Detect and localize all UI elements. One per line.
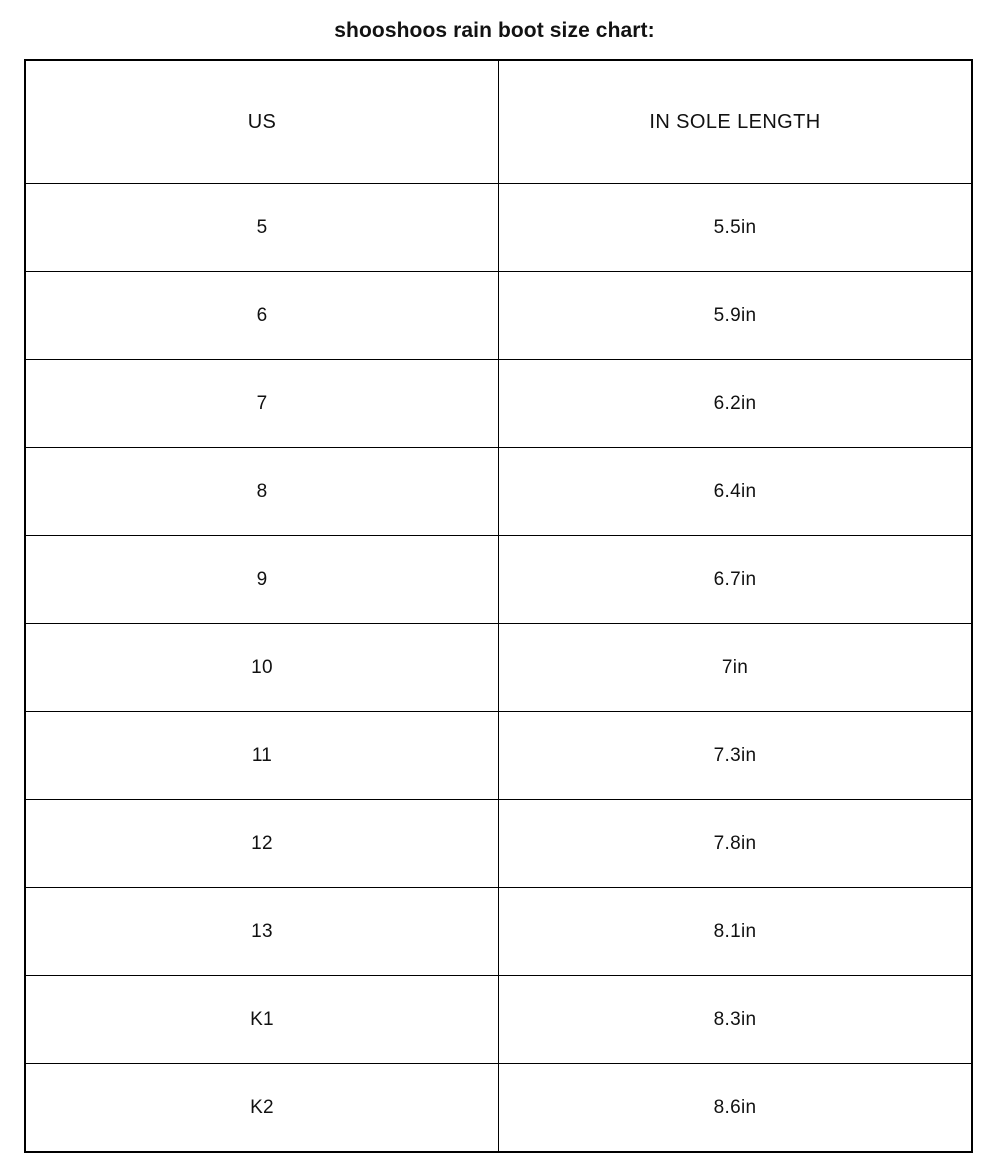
cell-us: 10 <box>25 624 499 712</box>
cell-us: 9 <box>25 536 499 624</box>
table-row <box>25 272 972 360</box>
cell-sole-length: 7.3in <box>499 712 973 800</box>
size-chart-table <box>24 59 973 1153</box>
cell-sole-length: 6.4in <box>499 448 973 536</box>
cell-sole-length: 8.6in <box>499 1064 973 1153</box>
table-header-row <box>25 60 972 184</box>
table-row <box>25 1064 972 1153</box>
cell-us: 7 <box>25 360 499 448</box>
cell-us: 11 <box>25 712 499 800</box>
table-row <box>25 624 972 712</box>
table-row <box>25 360 972 448</box>
table-row <box>25 448 972 536</box>
table-row <box>25 712 972 800</box>
cell-us: K1 <box>25 976 499 1064</box>
table-row <box>25 536 972 624</box>
column-header-us: US <box>25 60 499 184</box>
column-header-sole-length: IN SOLE LENGTH <box>499 60 973 184</box>
cell-sole-length: 6.2in <box>499 360 973 448</box>
table-header <box>25 60 972 184</box>
cell-sole-length: 8.1in <box>499 888 973 976</box>
cell-us: 13 <box>25 888 499 976</box>
cell-sole-length: 8.3in <box>499 976 973 1064</box>
cell-us: 12 <box>25 800 499 888</box>
page-title: shooshoos rain boot size chart: <box>334 19 655 42</box>
size-table-container <box>0 59 989 1153</box>
table-row <box>25 184 972 272</box>
cell-sole-length: 5.9in <box>499 272 973 360</box>
cell-us: K2 <box>25 1064 499 1153</box>
table-body <box>25 184 972 1153</box>
table-row <box>25 976 972 1064</box>
cell-sole-length: 5.5in <box>499 184 973 272</box>
cell-us: 8 <box>25 448 499 536</box>
cell-sole-length: 7.8in <box>499 800 973 888</box>
cell-us: 6 <box>25 272 499 360</box>
cell-sole-length: 7in <box>499 624 973 712</box>
cell-sole-length: 6.7in <box>499 536 973 624</box>
table-row <box>25 888 972 976</box>
table-row <box>25 800 972 888</box>
cell-us: 5 <box>25 184 499 272</box>
